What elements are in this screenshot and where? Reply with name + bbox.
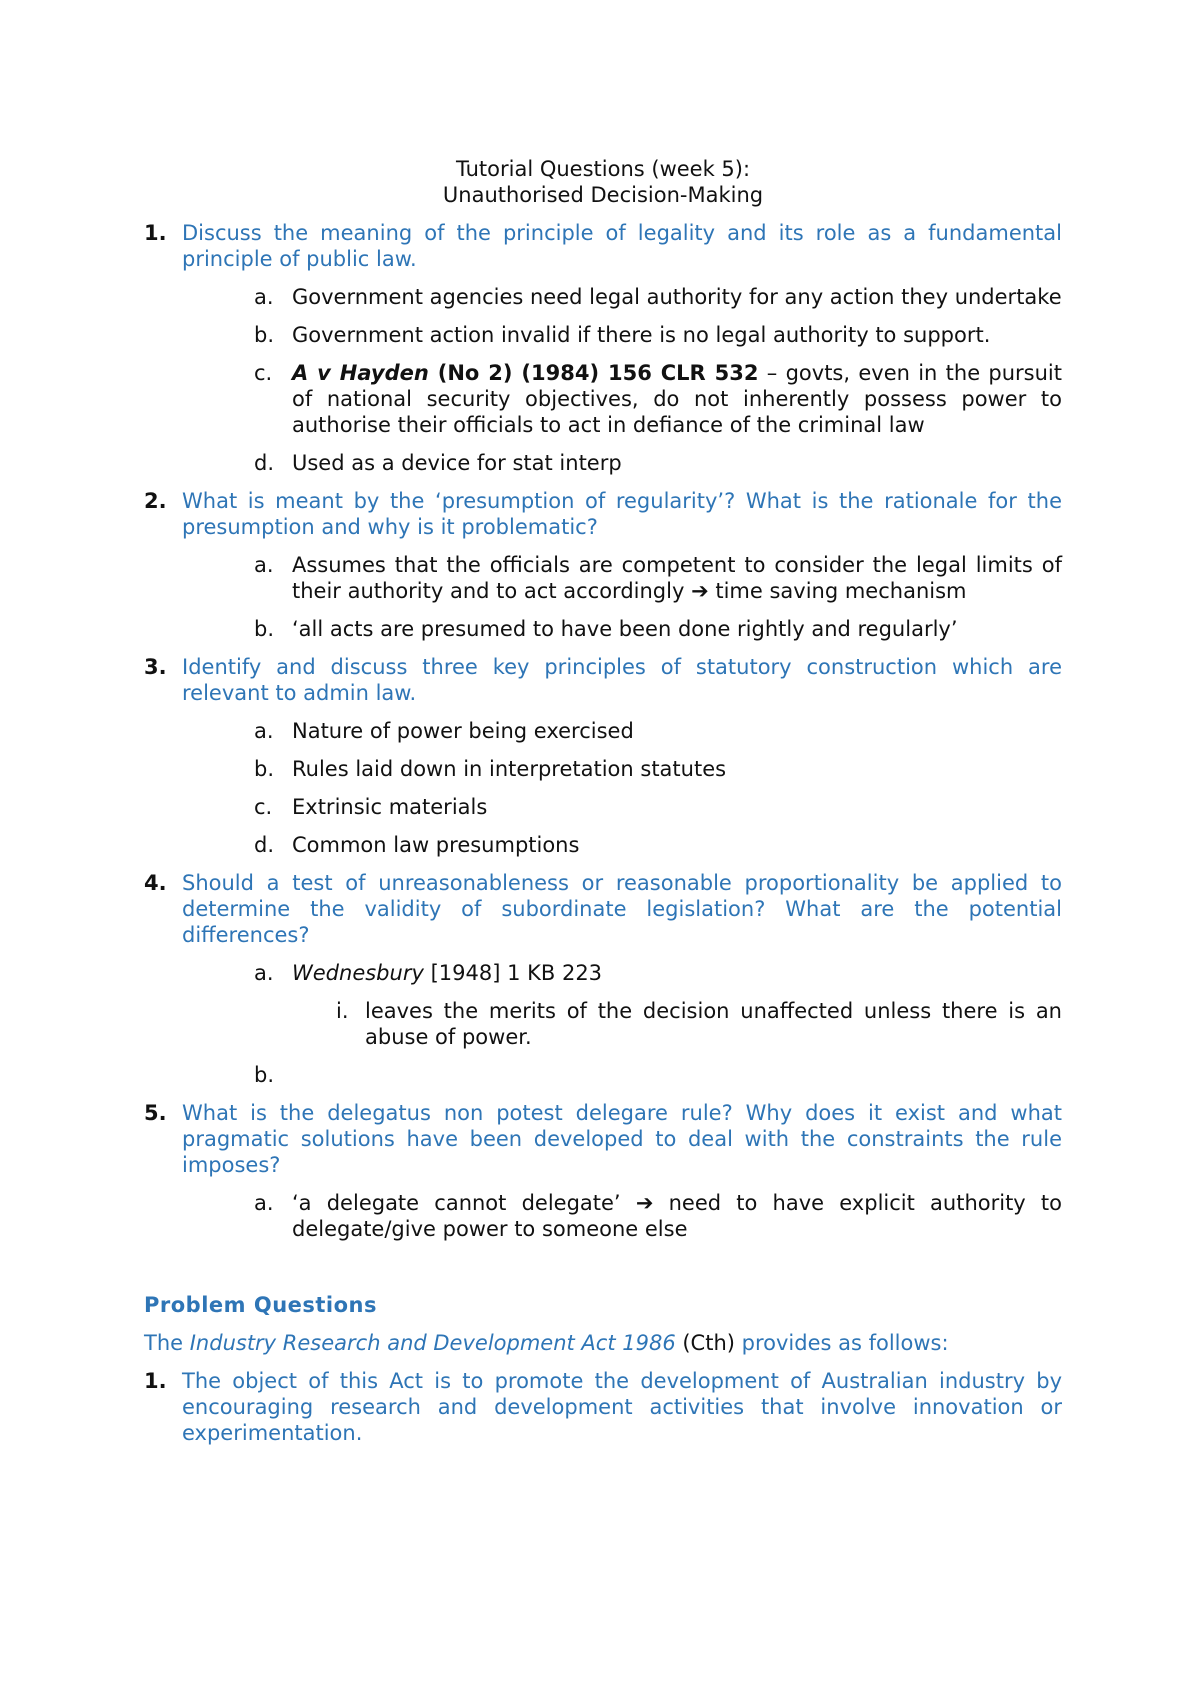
answer-text: Extrinsic materials xyxy=(292,795,488,819)
question-number: 3. xyxy=(144,655,167,679)
page-title xyxy=(144,156,1062,208)
document-content xyxy=(144,156,1062,1458)
answer-text: Used as a device for stat interp xyxy=(292,451,622,475)
answer-label: a. xyxy=(254,719,274,743)
question-text: What is the delegatus non potest delegare rule? Why does it exist and what pragmatic solutions have been developed to deal with the constraints the rule imposes? xyxy=(182,1101,1062,1177)
answer-text: Rules laid down in interpretation statutes xyxy=(292,757,727,781)
section-heading: Problem Questions xyxy=(144,1293,377,1317)
title-line-1: Tutorial Questions (week 5): xyxy=(455,157,751,181)
question-number: 4. xyxy=(144,871,167,895)
answer-4a-i xyxy=(144,998,1062,1050)
answer-label: b. xyxy=(254,757,275,781)
case-citation: [1948] 1 KB 223 xyxy=(423,961,603,985)
answer-label: a. xyxy=(254,285,274,309)
answer-1b xyxy=(144,322,1062,348)
answer-label: c. xyxy=(254,795,273,819)
intro-rest: provides as follows: xyxy=(741,1331,949,1355)
answer-4b xyxy=(144,1062,1062,1088)
act-name: Industry Research and Development Act 1986 xyxy=(189,1331,676,1355)
answer-label: i. xyxy=(336,999,349,1023)
answer-label: a. xyxy=(254,961,274,985)
question-text: Should a test of unreasonableness or reasonable proportionality be applied to determine the validity of subordinate legislation? What are the potential differences? xyxy=(182,871,1062,947)
answer-label: b. xyxy=(254,617,275,641)
intro-the: The xyxy=(144,1331,190,1355)
question-number: 5. xyxy=(144,1101,167,1125)
answer-3b xyxy=(144,756,1062,782)
question-1 xyxy=(144,220,1062,272)
answer-2a xyxy=(144,552,1062,604)
answer-text: Nature of power being exercised xyxy=(292,719,634,743)
answer-label: d. xyxy=(254,451,275,475)
question-text: Discuss the meaning of the principle of legality and its role as a fundamental principle of public law. xyxy=(182,221,1062,271)
answer-label: a. xyxy=(254,553,274,577)
jurisdiction: (Cth) xyxy=(675,1331,742,1355)
case-name: A v Hayden xyxy=(292,361,429,385)
arrow-icon: ➔ xyxy=(635,1191,654,1215)
question-text: What is meant by the ‘presumption of regularity’? What is the rationale for the presumption and why is it problematic? xyxy=(182,489,1062,539)
answer-text: ‘a delegate cannot delegate’ xyxy=(292,1191,636,1215)
question-number: 2. xyxy=(144,489,167,513)
answer-1c xyxy=(144,360,1062,438)
case-name: Wednesbury xyxy=(292,961,424,985)
answer-text: ‘all acts are presumed to have been done rightly and regularly’ xyxy=(292,617,958,641)
answer-label: c. xyxy=(254,361,273,385)
answer-3d xyxy=(144,832,1062,858)
arrow-icon: ➔ xyxy=(691,579,709,603)
question-5 xyxy=(144,1100,1062,1178)
answer-text: Government action invalid if there is no legal authority to support. xyxy=(292,323,991,347)
answer-3a xyxy=(144,718,1062,744)
answer-2b xyxy=(144,616,1062,642)
answer-label: b. xyxy=(254,1063,275,1087)
answer-text-continued: need to have explicit authority to delegate/give power to someone else xyxy=(292,1191,1063,1241)
answer-text: Government agencies need legal authority for any action they undertake xyxy=(292,285,1062,309)
answer-3c xyxy=(144,794,1062,820)
question-text: Identify and discuss three key principles of statutory construction which are relevant to admin law. xyxy=(182,655,1062,705)
answer-1d xyxy=(144,450,1062,476)
answer-5a xyxy=(144,1190,1062,1242)
answer-1a xyxy=(144,284,1062,310)
answer-text: – govts, even in the pursuit of national security objectives, do not inherently possess power to authorise their officials to act in defiance of the criminal law xyxy=(292,361,1063,437)
item-number: 1. xyxy=(144,1369,167,1393)
case-citation: (No 2) (1984) 156 CLR 532 xyxy=(428,361,759,385)
title-line-2: Unauthorised Decision-Making xyxy=(442,183,764,207)
answer-text: leaves the merits of the decision unaffected unless there is an abuse of power. xyxy=(365,999,1062,1049)
answer-label: a. xyxy=(254,1191,274,1215)
answer-label: d. xyxy=(254,833,275,857)
question-number: 1. xyxy=(144,221,167,245)
answer-text: Assumes that the officials are competent to consider the legal limits of their authority and to act accordingly xyxy=(292,553,1062,603)
question-3 xyxy=(144,654,1062,706)
question-2 xyxy=(144,488,1062,540)
answer-label: b. xyxy=(254,323,275,347)
answer-text: Common law presumptions xyxy=(292,833,580,857)
item-text: The object of this Act is to promote the development of Australian industry by encouraging research and development activities that involve innovation or experimentation. xyxy=(182,1369,1062,1445)
problem-intro xyxy=(144,1330,1062,1356)
question-4 xyxy=(144,870,1062,948)
answer-4a xyxy=(144,960,1062,986)
problem-item-1 xyxy=(144,1368,1062,1446)
answer-text-continued: time saving mechanism xyxy=(708,579,967,603)
